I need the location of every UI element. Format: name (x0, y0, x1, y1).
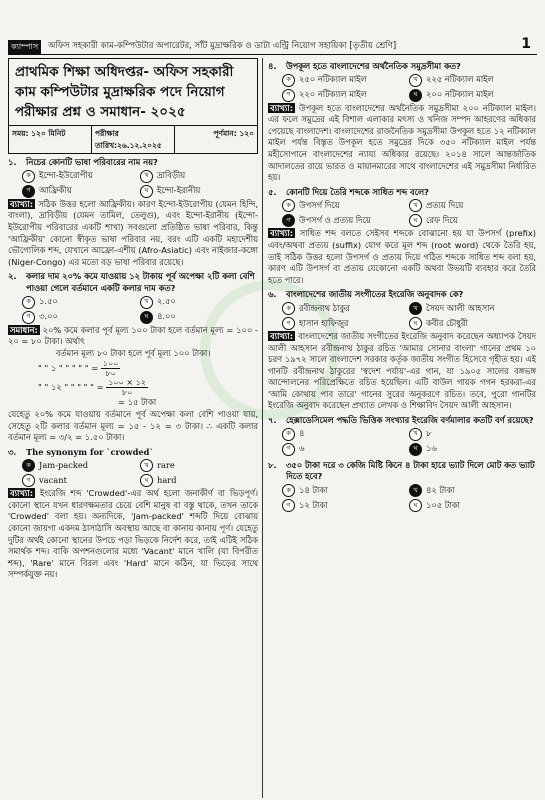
header-text: অফিস সহকারী কাম-কম্পিউটার অপারেটর, সাঁট মুদ্রাক্ষরিক ও ডাটা এন্ট্রি নিয়োগ সহায়িকা [তৃতীয় শ্রেণি] (48, 41, 397, 51)
option-text: ২২৫ নটিক্যাল মাইল (426, 74, 494, 85)
option[interactable] (140, 185, 258, 198)
question-text: বাংলাদেশের জাতীয় সংগীতের ইংরেজি অনুবাদক কে? (286, 289, 464, 300)
question-text: কোনটি দিয়ে তৈরি শব্দকে সাধিত শব্দ বলে? (286, 186, 429, 197)
explanation (8, 488, 258, 581)
option-marker: গ (282, 443, 295, 456)
option-marker: ক (282, 199, 295, 212)
option[interactable] (140, 311, 258, 324)
question-text: নিচের কোনটি ভাষা পরিবারের নাম নয়? (26, 157, 158, 168)
calc-line (38, 359, 258, 378)
option-text: ১৪ টাকা (299, 484, 328, 495)
option[interactable] (409, 317, 536, 330)
question-2 (8, 271, 258, 443)
option-text: vacant (39, 474, 67, 485)
option[interactable] (140, 170, 258, 183)
column-divider (262, 58, 263, 798)
explanation (268, 103, 536, 184)
option-text: ৮ (426, 428, 432, 439)
calc-line (38, 378, 258, 397)
page-number: 1 (521, 36, 531, 52)
option-marker: খ (409, 199, 422, 212)
solution (8, 325, 258, 348)
option-marker: খ (409, 302, 422, 315)
option-text: ২০০ নটিক্যাল মাইল (426, 89, 494, 100)
question-text: ৩৫০ টাকা দরে ৩ কেজি মিষ্টি কিনে ৪ টাকা হারে ভ্যাট দিলে মোট কত ভ্যাট দিতে হবে? (286, 459, 535, 482)
explanation-label: ব্যাখ্যা: (270, 228, 294, 239)
option-text: ১০৫ টাকা (426, 499, 460, 510)
option[interactable] (22, 170, 140, 183)
option[interactable] (282, 302, 409, 315)
option-marker: ক (282, 74, 295, 87)
option-text: উপসর্গ ও প্রত্যয় দিয়ে (299, 215, 371, 226)
option[interactable] (282, 428, 409, 441)
options (8, 169, 258, 199)
question-number: ৪. (268, 61, 277, 71)
option-text: rare (157, 459, 175, 470)
option-text: হাসান হাফিজুর (299, 317, 349, 328)
explanation-text: সঠিক উত্তর হলো আফ্রিকীয়। কারণ ইন্দো-ইউরোপীয় (যেমন হিন্দি, বাংলা), দ্রাবিড়ীয় (যেমন তামিল, তেলুগু), এবং ইন্দো-ইরানীয় (ইন্দো-ইউরোপীয় পরিবারের একটি শাখা) সবগুলো প্রতিষ্ঠিত ভাষা পরিবার, কিন্তু 'আফ্রিকীয়' কোনো স্বীকৃত ভাষা পরিবার নয়, বরং এটি একটি মহাদেশীয় ভৌগোলিক শব্দ, যেখানে আফ্রো-এশীয় (Afro-Asiatic) এবং নাইজার-কঙ্গো (Niger-Congo) এর মতো বড় ভাষা পরিবার রয়েছে। (8, 198, 259, 267)
exam-date: পরীক্ষার তারিখ:২৬.১২.২০২৫ (92, 126, 175, 153)
explanation-text: বাংলাদেশের জাতীয় সংগীতের ইংরেজি অনুবাদ করেছেন অধ্যাপক সৈয়দ আলী আহসান রবীন্দ্রনাথ ঠাকুর রচিত 'আমার সোনার বাংলা' গানের প্রথম ১০ চরণ ১৯৭২ সালে বাংলাদেশ সরকার কর্তৃক জাতীয় সংগীত হিসেবে গৃহীত হয়। এই গানটি রবীন্দ্রনাথ ঠাকুরের 'স্বদেশ পর্যায়'-এর গান, যা ১৯০৫ সালের বঙ্গভঙ্গ আন্দোলনের পরিপ্রেক্ষিতে রচিত হয়েছিল। এটি বাউল গায়ক গগন হরকরা-এর 'আমি কোথায় পাব তারে' গানের সুরের অনুকরণে রচিত। তবে, পুরো গানটির ইংরেজি অনুবাদ করেছেন প্রখ্যাত লেখক ও শিক্ষাবিদ সৈয়দ আলী আহসান। (268, 330, 536, 411)
option-marker: ক (282, 428, 295, 441)
option-text: ৪.০০ (157, 311, 176, 322)
option-text: ইন্দো-ইরানীয় (157, 185, 201, 196)
fraction (101, 359, 121, 378)
option[interactable] (22, 311, 140, 324)
option-marker: গ (282, 214, 295, 227)
option-marker: ঘ (140, 474, 153, 487)
question-7 (268, 415, 536, 457)
denominator: ৮০ (105, 369, 116, 379)
calc-lhs: " " ১২ " " " " " = (38, 382, 104, 393)
numerator: ১০০ × ১২ (108, 378, 146, 388)
question-6 (268, 289, 536, 412)
question-3 (8, 447, 258, 581)
option-text: ৩.০০ (39, 311, 58, 322)
option[interactable] (282, 443, 409, 456)
header-tag: ক্যাম্পাস (8, 40, 41, 55)
question-text: The synonym for `crowded` (26, 446, 154, 457)
option[interactable] (282, 317, 409, 330)
option-text: রেফ দিয়ে (426, 215, 458, 226)
option[interactable] (409, 302, 536, 315)
option[interactable] (409, 443, 536, 456)
option-marker: ঘ (409, 317, 422, 330)
option-text: Jam-packed (39, 459, 89, 470)
options (8, 295, 258, 325)
option[interactable] (409, 89, 536, 102)
option[interactable] (140, 459, 258, 472)
option-marker: খ (409, 428, 422, 441)
option[interactable] (22, 296, 140, 309)
explanation (8, 199, 258, 269)
option[interactable] (282, 74, 409, 87)
option-marker: খ (140, 170, 153, 183)
explanation-label: ব্যাখ্যা: (270, 102, 294, 113)
solution-step: ২০% কমে কলার পূর্ব মূল্য ১০০ টাকা হলে বর্তমান মূল্য = ১০০ - ২০ = ৮০ টাকা। অর্থাৎ (8, 324, 258, 347)
question-number: ৮. (268, 459, 277, 470)
question-5 (268, 187, 536, 287)
option[interactable] (409, 499, 536, 512)
explanation (268, 228, 536, 286)
option[interactable] (282, 484, 409, 497)
exam-time: সময়: ১২০ মিনিট (9, 126, 92, 153)
explanation (268, 331, 536, 412)
option-marker: ক (282, 484, 295, 497)
explanation-text: ইংরেজি শব্দ 'Crowded'-এর অর্থ হলো জনাকীর্ণ বা ভিড়পূর্ণ। কোনো স্থানে যখন ধারণক্ষমতার চেয়ে বেশি মানুষ বা বস্তু থাকে, তখন তাকে 'Crowded' বলা হয়। অন্যদিকে, 'Jam-packed' শব্দটি দিয়ে বোঝায় কোনো জায়গা একদম ঠাসাঠাসি অবস্থায় আছে বা কানায় কানায় পূর্ণ। যেহেতু দুটির অর্থই কোনো স্থানের উপচে পড়া ভিড়কে নির্দেশ করে, তাই এটিই সঠিক সমার্থক শব্দ। বাকি অপশনগুলোর মধ্যে 'Vacant' মানে খালি (যা বিপরীত শব্দ), 'Rare' মানে বিরল এবং 'Hard' মানে কঠিন, যা ভিড়ের সাথে সম্পর্কযুক্ত নয়। (8, 488, 259, 580)
option-marker: গ (282, 499, 295, 512)
option[interactable] (22, 459, 140, 472)
options (268, 301, 536, 331)
options (8, 458, 258, 488)
option-marker: গ (22, 185, 35, 198)
option-marker: ঘ (409, 443, 422, 456)
question-number: ৩. (8, 446, 17, 457)
option-marker: ঘ (409, 214, 422, 227)
explanation-label: ব্যাখ্যা: (10, 488, 34, 499)
option[interactable] (409, 428, 536, 441)
option-marker: গ (282, 89, 295, 102)
option-text: ২.৫০ (157, 296, 176, 307)
option-marker: ক (282, 302, 295, 315)
question-number: ২. (8, 271, 17, 282)
question-number: ৫. (268, 186, 277, 197)
option-text: ৪২ টাকা (426, 484, 455, 495)
solution-step: বর্তমান মূল্য ৮০ টাকা হলে পূর্ব মূল্য ১০০ টাকা। (55, 347, 211, 358)
option-text: আফ্রিকীয় (39, 185, 72, 196)
question-number: ১. (8, 157, 17, 168)
option-text: ২৫০ নটিক্যাল মাইল (299, 74, 367, 85)
option-text: ২২০ নটিক্যাল মাইল (299, 89, 367, 100)
option-marker: ক (22, 459, 35, 472)
calc-lhs: " " ১ " " " " " = (38, 363, 99, 374)
option-text: hard (157, 474, 177, 485)
header-rule (8, 54, 537, 55)
option[interactable] (140, 296, 258, 309)
option[interactable] (409, 214, 536, 227)
option[interactable] (282, 199, 409, 212)
page-header (0, 0, 545, 52)
option-text: ৪ (299, 428, 305, 439)
exam-marks: পূর্ণমান: ১২০ (213, 129, 254, 138)
explanation-label: ব্যাখ্যা: (270, 330, 294, 341)
right-column (268, 58, 536, 513)
fraction (106, 378, 148, 397)
question-text: উপকূল হতে বাংলাদেশের অর্থনৈতিক সমুদ্রসীমা কত? (286, 61, 461, 71)
option-text: দ্রাবিড়ীয় (157, 170, 186, 181)
option-marker: ঘ (140, 311, 153, 324)
option-marker: গ (22, 474, 35, 487)
option[interactable] (282, 89, 409, 102)
question-1 (8, 157, 258, 268)
question-8 (268, 460, 536, 513)
option[interactable] (282, 214, 409, 227)
option-marker: ঘ (140, 185, 153, 198)
explanation-text: সাধিত শব্দ বলতে সেইসব শব্দকে বোঝানো হয় যা উপসর্গ (prefix) এবং/অথবা প্রত্যয় (suffix) যোগ করে মূল শব্দ (root word) থেকে তৈরি হয়, তাই সঠিক উত্তর হলো উপসর্গ ও প্রত্যয় দিয়ে গঠিত শব্দকে সাধিত শব্দ বলা হয়, কারণ এটি উপসর্গ বা প্রত্যয় যেকোনো একটি অথবা উভয়টি ব্যবহার করে তৈরি হতে পারে। (268, 228, 536, 285)
option[interactable] (22, 185, 140, 198)
option-text: কবীর চৌধুরী (426, 317, 468, 328)
option-text: উপসর্গ দিয়ে (299, 200, 340, 211)
question-4 (268, 61, 536, 184)
option-text: প্রত্যয় দিয়ে (426, 200, 464, 211)
option-text: ১৬ (426, 443, 437, 454)
option-marker: গ (22, 311, 35, 324)
denominator: ৮০ (121, 388, 133, 398)
question-text: হেক্সাডেসিমেল পদ্ধতি ভিত্তিক সংখ্যার ইংরেজি বর্ণমালার কতটি বর্ণ রয়েছে? (286, 415, 534, 426)
option-marker: খ (140, 459, 153, 472)
option-marker: গ (282, 317, 295, 330)
options (268, 483, 536, 513)
option-marker: ঘ (409, 89, 422, 102)
calc-result: = ১৫ টাকা (118, 397, 157, 408)
option[interactable] (282, 499, 409, 512)
option-text: সৈয়দ আলী আহসান (426, 302, 495, 313)
option-text: ৬ (299, 443, 305, 454)
explanation-label: ব্যাখ্যা: (10, 198, 34, 209)
option-marker: ঘ (409, 499, 422, 512)
question-number: ৭. (268, 415, 277, 426)
option[interactable] (409, 199, 536, 212)
option-marker: ক (22, 170, 35, 183)
solution-label: সমাধান: (10, 324, 38, 335)
option[interactable] (22, 474, 140, 487)
question-text: কলার দাম ২০% কমে যাওয়ায় ১২ টাকায় পূর্ব অপেক্ষা ২টি কলা বেশি পাওয়া গেলে বর্তমানে একটি কলার দাম কত? (26, 271, 255, 293)
solution-step: যেহেতু ২০% কমে যাওয়ায় বর্তমানে পূর্ব অপেক্ষা কলা বেশি পাওয়া যায়, সেহেতু ২টি কলার বর্তমান মূল্য = ১৫ - ১২ = ৩ টাকা। ∴ একটি কলার বর্তমান মূল্য = ৩/২ = ১.৫০ টাকা। (8, 408, 258, 443)
options (268, 198, 536, 228)
option-text: ১.৫০ (39, 296, 58, 307)
option-text: ইন্দো-ইউরোপীয় (39, 170, 93, 181)
option-marker: খ (409, 484, 422, 497)
option[interactable] (140, 474, 258, 487)
option[interactable] (409, 484, 536, 497)
option-marker: ক (22, 296, 35, 309)
explanation-text: উপকূল হতে বাংলাদেশের অর্থনৈতিক সমুদ্রসীমা ২০০ নটিক্যাল মাইল। এর ফলে সমুদ্রের এই বিশাল এলাকার মৎস্য ও খনিজ সম্পদ আহরণের অধিকার পেয়েছে বাংলাদেশ। বাংলাদেশের রাজনৈতিক সমুদ্রসীমা উপকূল হতে ১২ নটিক্যাল মাইল পর্যন্ত বিস্তৃত উপকূল হতে সমুদ্রের দিকে ৩৫০ নটিক্যাল মাইল পর্যন্ত মহীসোপানে বাংলাদেশের ন্যায্য অধিকার রয়েছে। ২০১৪ সালে আন্তর্জাতিক আদালতের রায়ে ভারত ও মায়ানমারের সাথে বাংলাদেশের এই সমুদ্রসীমা নির্ধারিত হয়। (268, 102, 536, 183)
exam-meta (8, 126, 258, 154)
exam-title: প্রাথমিক শিক্ষা অধিদপ্তর- অফিস সহকারী কাম কম্পিউটার মুদ্রাক্ষরিক পদে নিয়োগ পরীক্ষার প্রশ্ন ও সমাধান- ২০২৫ (8, 58, 258, 126)
options (268, 73, 536, 103)
options (268, 427, 536, 457)
option-marker: খ (140, 296, 153, 309)
option-text: রবীন্দ্রনাথ ঠাকুর (299, 302, 350, 313)
question-number: ৬. (268, 289, 277, 300)
left-column (8, 58, 258, 581)
numerator: ১০০ (102, 359, 119, 369)
option-marker: খ (409, 74, 422, 87)
option-text: ১২ টাকা (299, 499, 328, 510)
option[interactable] (409, 74, 536, 87)
